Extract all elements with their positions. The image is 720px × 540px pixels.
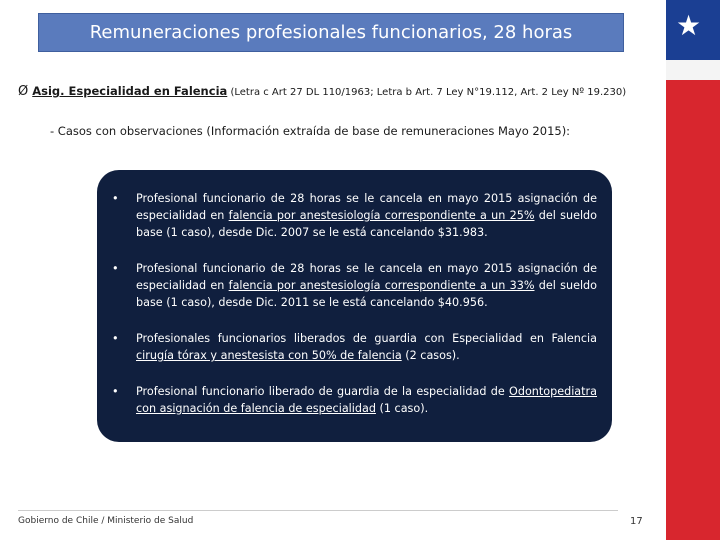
case-text [136,260,597,311]
case-item [112,383,597,417]
case-item [112,330,597,364]
star-icon: ★ [676,9,702,42]
case-item [112,260,597,311]
case-item [112,190,597,241]
bullet-reference: (Letra c Art 27 DL 110/1963; Letra b Art. 7 Ley N°19.112, Art. 2 Ley Nº 19.230) [227,87,627,98]
chile-flag-strip [666,0,720,540]
bullet-main-text: Asig. Especialidad en Falencia [32,84,228,98]
bullet-dot: • [112,192,119,205]
case-text [136,190,597,241]
case-text-part: (1 caso). [375,402,429,415]
cases-box [97,170,612,442]
bullet-dot: • [112,262,119,275]
case-text [136,383,597,417]
flag-white-band [666,60,720,80]
bullet-dot: • [112,385,119,398]
case-text-part: del sueldo base (1 caso), desde Dic. 2011 se le está cancelando $40.956. [136,279,598,309]
case-text-part: (2 casos). [401,349,460,362]
main-bullet [18,84,626,99]
slide-title: Remuneraciones profesionales funcionarios, 28 horas [89,22,573,43]
case-text-underlined: Odontopediatra con asignación de falencia de especialidad [136,385,597,415]
case-text-part: Profesional funcionario de 28 horas se le cancela en mayo 2015 asignación de especialidad en [136,262,597,292]
case-text [136,330,597,364]
flag-red-band [666,80,720,540]
case-text-part: del sueldo base (1 caso), desde Dic. 2007 se le está cancelando $31.983. [136,209,598,239]
footer-text: Gobierno de Chile / Ministerio de Salud [18,516,194,526]
arrow-bullet-icon: Ø [18,84,29,99]
subheading: - Casos con observaciones (Información extraída de base de remuneraciones Mayo 2015): [50,124,571,138]
case-text-part: Profesional funcionario de 28 horas se le cancela en mayo 2015 asignación de especialidad en [136,192,597,222]
page-number: 17 [630,516,643,527]
case-text-underlined: falencia por anestesiología correspondiente a un 25% [228,209,535,222]
footer-divider [18,510,618,511]
case-text-underlined: cirugía tórax y anestesista con 50% de falencia [136,349,402,362]
case-text-part: Profesional funcionario liberado de guardia de la especialidad de [136,385,510,398]
case-text-underlined: falencia por anestesiología correspondiente a un 33% [228,279,535,292]
bullet-dot: • [112,332,119,345]
case-text-part: Profesionales funcionarios liberados de guardia con Especialidad en Falencia [136,332,597,345]
slide-title-bar [38,13,624,52]
